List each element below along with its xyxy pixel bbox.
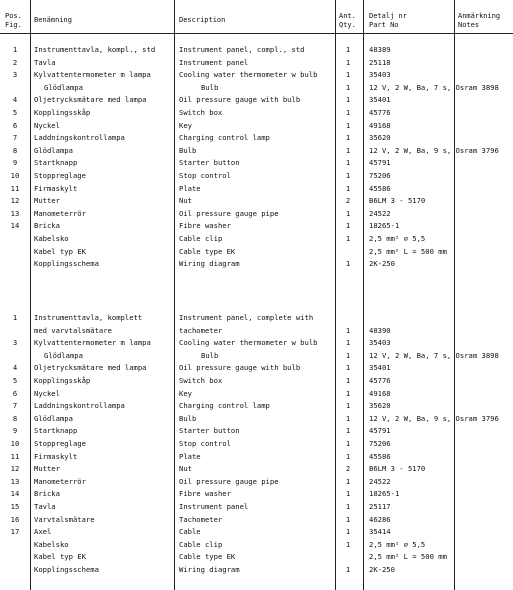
part-pos: 7 bbox=[12, 401, 18, 411]
part-name-sv: Kopplingsschema bbox=[34, 565, 99, 574]
part-qty: 1 bbox=[345, 208, 351, 218]
part-name-sv: Laddningskontrollampa bbox=[34, 401, 125, 411]
part-name-sv: Oljetrycksmätare med lampa bbox=[34, 363, 147, 373]
part-qty: 1 bbox=[345, 388, 351, 398]
part-pos: 14 bbox=[10, 221, 20, 231]
header-part bbox=[369, 12, 407, 30]
part-name-sv: Firmaskylt bbox=[34, 183, 78, 193]
part-description-en: Cable type EK bbox=[179, 552, 236, 562]
part-number: 45586 bbox=[369, 451, 391, 461]
part-qty: 1 bbox=[345, 502, 351, 511]
part-number: 49168 bbox=[369, 120, 391, 130]
part-qty: 1 bbox=[345, 476, 351, 486]
part-name-sv: Kabel typ EK bbox=[34, 246, 86, 256]
part-pos: 12 bbox=[10, 196, 20, 206]
part-number: 35401 bbox=[369, 363, 391, 373]
part-name-sv: Laddningskontrollampa bbox=[34, 133, 125, 143]
part-number: 2,5 mm² L = 500 mm bbox=[369, 246, 447, 256]
part-pos: 8 bbox=[12, 145, 18, 155]
part-description-en: Nut bbox=[179, 196, 192, 206]
part-pos: 4 bbox=[12, 363, 18, 373]
header-qty-line1: Ant. bbox=[339, 12, 356, 20]
part-name-sv: Glödlampa bbox=[34, 145, 73, 155]
part-name-sv: Glödlampa bbox=[34, 413, 73, 423]
part-number: 35414 bbox=[369, 527, 391, 537]
part-description-en: Instrument panel, complete with bbox=[179, 313, 314, 322]
part-description-en: Charging control lamp bbox=[179, 401, 270, 411]
part-description-en: Cable clip bbox=[179, 539, 223, 549]
part-description-en: Cable type EK bbox=[179, 246, 236, 256]
part-name-sv: Kopplingsskåp bbox=[34, 108, 91, 117]
part-number: 45791 bbox=[369, 158, 391, 168]
part-qty: 1 bbox=[345, 259, 351, 269]
part-name-sv: Nyckel bbox=[34, 388, 60, 398]
part-description-en: Key bbox=[179, 388, 192, 398]
part-name-sv: Mutter bbox=[34, 464, 60, 474]
part-number: 2,5 mm² L = 500 mm bbox=[369, 552, 447, 562]
part-description-en: Starter button bbox=[179, 426, 240, 436]
part-number: 35401 bbox=[369, 95, 391, 105]
part-name-sv: Kabelsko bbox=[34, 234, 69, 243]
part-description-en: Cable bbox=[179, 527, 201, 537]
column-rule bbox=[30, 0, 31, 590]
part-description-en: Wiring diagram bbox=[179, 565, 240, 574]
header-notes-line1: Anmärkning bbox=[458, 12, 501, 20]
part-qty: 1 bbox=[345, 363, 351, 373]
part-pos: 13 bbox=[10, 208, 20, 218]
part-qty: 1 bbox=[345, 145, 351, 155]
part-pos: 10 bbox=[10, 439, 20, 448]
part-description-en: Instrument panel bbox=[179, 502, 249, 511]
part-number: 35403 bbox=[369, 338, 391, 348]
part-qty: 1 bbox=[345, 171, 351, 180]
part-description-en: Instrument panel, compl., std bbox=[179, 45, 305, 54]
part-number: 45776 bbox=[369, 108, 391, 117]
part-description-en: Oil pressure gauge pipe bbox=[179, 476, 279, 486]
part-qty: 1 bbox=[345, 489, 351, 499]
part-description-en: Oil pressure gauge with bulb bbox=[179, 95, 301, 105]
part-number: 2,5 mm² ∅ 5,5 bbox=[369, 539, 426, 549]
part-name-sv: Oljetrycksmätare med lampa bbox=[34, 95, 147, 105]
part-description-en: Key bbox=[179, 120, 192, 130]
part-number: 25117 bbox=[369, 502, 391, 511]
part-name-sv: Kopplingsskåp bbox=[34, 376, 91, 385]
part-qty: 1 bbox=[345, 413, 351, 423]
part-number: 12 V, 2 W, Ba, 7 s, Osram 3898 bbox=[369, 82, 499, 92]
part-name-sv: Axel bbox=[34, 527, 52, 537]
part-qty: 1 bbox=[345, 45, 351, 54]
column-rule bbox=[363, 0, 364, 590]
part-name-sv: med varvtalsmätare bbox=[34, 325, 112, 335]
part-description-en: Instrument panel bbox=[179, 57, 249, 67]
part-number: 24522 bbox=[369, 476, 391, 486]
part-qty: 1 bbox=[345, 158, 351, 168]
part-qty: 1 bbox=[345, 338, 351, 348]
part-qty: 1 bbox=[345, 539, 351, 549]
part-description-en: Fibre washer bbox=[179, 221, 231, 231]
header-notes bbox=[458, 12, 500, 30]
part-number: 18265-1 bbox=[369, 221, 400, 231]
part-qty: 1 bbox=[345, 70, 351, 80]
part-qty: 1 bbox=[345, 325, 351, 335]
header-pos bbox=[5, 12, 22, 30]
part-description-en: Stop control bbox=[179, 439, 231, 448]
part-qty: 1 bbox=[345, 133, 351, 143]
part-qty: 2 bbox=[345, 196, 351, 206]
part-pos: 1 bbox=[12, 313, 18, 322]
part-number: 12 V, 2 W, Ba, 7 s, Osram 3898 bbox=[369, 350, 499, 360]
part-name-sv: Bricka bbox=[34, 221, 60, 231]
part-number: 45586 bbox=[369, 183, 391, 193]
part-qty: 1 bbox=[345, 451, 351, 461]
part-name-sv: Manometerrör bbox=[34, 208, 86, 218]
part-number: 75206 bbox=[369, 439, 391, 448]
part-number: 45776 bbox=[369, 376, 391, 385]
part-pos: 1 bbox=[12, 45, 18, 54]
part-number: 24522 bbox=[369, 208, 391, 218]
part-pos: 15 bbox=[10, 502, 20, 511]
part-name-sv: Startknapp bbox=[34, 158, 78, 168]
part-qty: 1 bbox=[345, 565, 351, 574]
part-pos: 12 bbox=[10, 464, 20, 474]
part-name-sv: Kopplingsschema bbox=[34, 259, 99, 269]
part-pos: 5 bbox=[12, 376, 18, 385]
part-description-en: Switch box bbox=[179, 108, 223, 117]
part-qty: 1 bbox=[345, 108, 351, 117]
part-description-en: Plate bbox=[179, 183, 201, 193]
part-description-en: Oil pressure gauge with bulb bbox=[179, 363, 301, 373]
part-number: 25118 bbox=[369, 57, 391, 67]
part-qty: 1 bbox=[345, 401, 351, 411]
part-name-sv: Kabel typ EK bbox=[34, 552, 86, 562]
header-qty-line2: Qty. bbox=[339, 21, 356, 29]
part-pos: 11 bbox=[10, 183, 20, 193]
part-description-en: Bulb bbox=[179, 145, 197, 155]
part-name-sv: Startknapp bbox=[34, 426, 78, 436]
part-number: 49168 bbox=[369, 388, 391, 398]
header-benamning: Benämning bbox=[34, 16, 72, 24]
part-number: 45791 bbox=[369, 426, 391, 436]
part-name-sv: Glödlampa bbox=[44, 350, 83, 360]
part-qty: 1 bbox=[345, 221, 351, 231]
part-description-en: Tachometer bbox=[179, 514, 223, 524]
part-name-sv: Glödlampa bbox=[44, 82, 83, 92]
header-description: Description bbox=[179, 16, 226, 24]
part-name-sv: Stoppreglage bbox=[34, 171, 86, 180]
part-pos: 4 bbox=[12, 95, 18, 105]
part-pos: 14 bbox=[10, 489, 20, 499]
part-pos: 5 bbox=[12, 108, 18, 117]
part-description-en: Cooling water thermometer w bulb bbox=[179, 338, 318, 348]
part-pos: 6 bbox=[12, 388, 18, 398]
part-qty: 1 bbox=[345, 376, 351, 385]
part-number: 35620 bbox=[369, 133, 391, 143]
part-number: 2K-250 bbox=[369, 565, 395, 574]
part-name-sv: Nyckel bbox=[34, 120, 60, 130]
part-pos: 9 bbox=[12, 158, 18, 168]
part-name-sv: Kabelsko bbox=[34, 539, 69, 549]
part-description-en: Plate bbox=[179, 451, 201, 461]
header-part-line2: Part No bbox=[369, 21, 399, 29]
part-number: 46286 bbox=[369, 514, 391, 524]
part-pos: 6 bbox=[12, 120, 18, 130]
part-pos: 3 bbox=[12, 70, 18, 80]
part-qty: 1 bbox=[345, 439, 351, 448]
part-number: 35620 bbox=[369, 401, 391, 411]
header-rule bbox=[0, 33, 513, 34]
part-description-en: Starter button bbox=[179, 158, 240, 168]
part-description-en: Nut bbox=[179, 464, 192, 474]
part-qty: 1 bbox=[345, 183, 351, 193]
part-pos: 2 bbox=[12, 57, 18, 67]
part-qty: 1 bbox=[345, 95, 351, 105]
part-number: 35403 bbox=[369, 70, 391, 80]
part-pos: 13 bbox=[10, 476, 20, 486]
part-name-sv: Tavla bbox=[34, 502, 56, 511]
header-qty bbox=[339, 12, 356, 30]
part-pos: 16 bbox=[10, 514, 20, 524]
part-number: 2,5 mm² ∅ 5,5 bbox=[369, 234, 426, 243]
part-name-sv: Instrumenttavla, komplett bbox=[34, 313, 143, 322]
part-pos: 8 bbox=[12, 413, 18, 423]
part-number: B6LM 3 - 5170 bbox=[369, 464, 426, 474]
part-name-sv: Bricka bbox=[34, 489, 60, 499]
part-name-sv: Mutter bbox=[34, 196, 60, 206]
part-qty: 2 bbox=[345, 464, 351, 474]
part-name-sv: Varvtalsmätare bbox=[34, 514, 95, 524]
part-number: 48389 bbox=[369, 45, 391, 54]
part-name-sv: Instrumenttavla, kompl., std bbox=[34, 45, 156, 54]
part-name-sv: Manometerrör bbox=[34, 476, 86, 486]
part-number: 75206 bbox=[369, 171, 391, 180]
part-qty: 1 bbox=[345, 120, 351, 130]
part-number: 18265-1 bbox=[369, 489, 400, 499]
part-description-en: Fibre washer bbox=[179, 489, 231, 499]
header-notes-line2: Notes bbox=[458, 21, 480, 29]
part-qty: 1 bbox=[345, 350, 351, 360]
part-pos: 7 bbox=[12, 133, 18, 143]
part-qty: 1 bbox=[345, 234, 351, 243]
part-description-en: Cooling water thermometer w bulb bbox=[179, 70, 318, 80]
part-description-en: Charging control lamp bbox=[179, 133, 270, 143]
part-pos: 10 bbox=[10, 171, 20, 180]
part-number: 2K-250 bbox=[369, 259, 395, 269]
part-name-sv: Firmaskylt bbox=[34, 451, 78, 461]
part-description-en: Bulb bbox=[201, 350, 219, 360]
part-name-sv: Kylvattentermometer m lampa bbox=[34, 338, 151, 348]
part-qty: 1 bbox=[345, 527, 351, 537]
part-name-sv: Tavla bbox=[34, 57, 56, 67]
part-qty: 1 bbox=[345, 82, 351, 92]
part-description-en: Bulb bbox=[179, 413, 197, 423]
part-description-en: Oil pressure gauge pipe bbox=[179, 208, 279, 218]
part-description-en: Cable clip bbox=[179, 234, 223, 243]
header-pos-line1: Pos. bbox=[5, 12, 22, 20]
part-pos: 17 bbox=[10, 527, 20, 537]
part-qty: 1 bbox=[345, 57, 351, 67]
part-description-en: tachometer bbox=[179, 325, 223, 335]
part-description-en: Stop control bbox=[179, 171, 231, 180]
header-part-line1: Detalj nr bbox=[369, 12, 407, 20]
part-number: 12 V, 2 W, Ba, 9 s, Osram 3796 bbox=[369, 413, 499, 423]
part-description-en: Switch box bbox=[179, 376, 223, 385]
part-number: 48390 bbox=[369, 325, 391, 335]
part-pos: 3 bbox=[12, 338, 18, 348]
part-qty: 1 bbox=[345, 514, 351, 524]
part-name-sv: Kylvattentermometer m lampa bbox=[34, 70, 151, 80]
part-pos: 9 bbox=[12, 426, 18, 436]
part-description-en: Bulb bbox=[201, 82, 219, 92]
part-number: 12 V, 2 W, Ba, 9 s, Osram 3796 bbox=[369, 145, 499, 155]
header-pos-line2: Fig. bbox=[5, 21, 22, 29]
part-description-en: Wiring diagram bbox=[179, 259, 240, 269]
part-pos: 11 bbox=[10, 451, 20, 461]
part-name-sv: Stoppreglage bbox=[34, 439, 86, 448]
part-number: B6LM 3 - 5170 bbox=[369, 196, 426, 206]
part-qty: 1 bbox=[345, 426, 351, 436]
